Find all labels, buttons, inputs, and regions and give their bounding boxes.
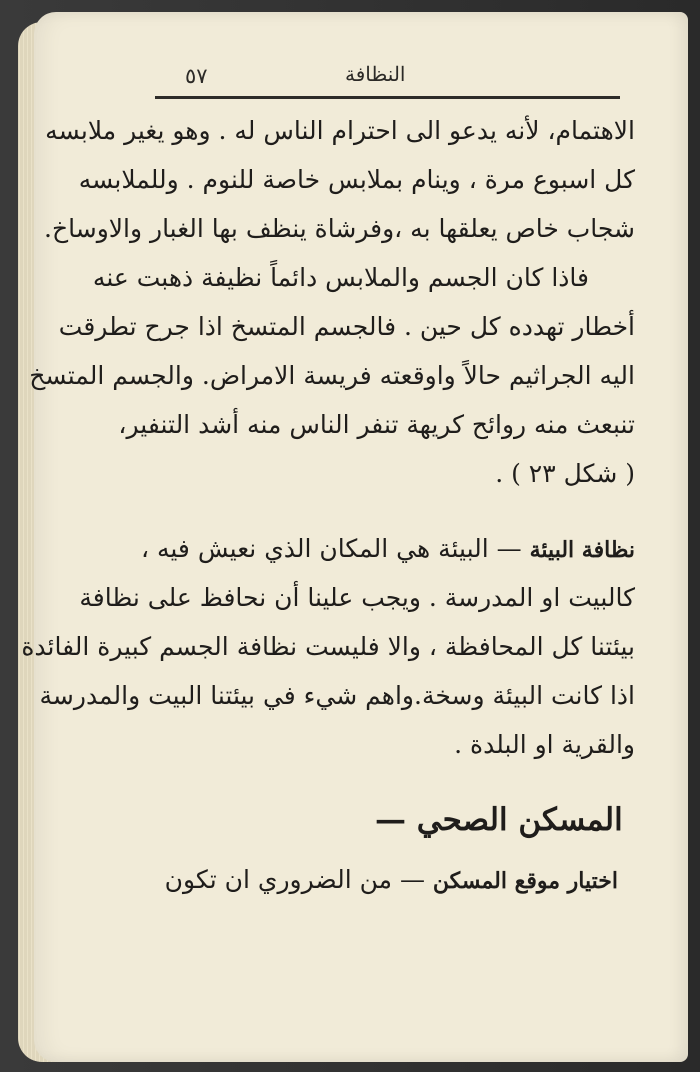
paragraph1-line-2: كل اسبوع مرة ، وينام بملابس خاصة للنوم . وللملابسه: [78, 165, 635, 194]
paragraph2-line-1: فاذا كان الجسم والملابس دائماً نظيفة ذهبت عنه: [92, 263, 589, 292]
paragraph2-line-3: اليه الجراثيم حالاً واوقعته فريسة الامراض. والجسم المتسخ: [29, 361, 635, 390]
paragraph2-line-2: أخطار تهدده كل حين . فالجسم المتسخ اذا جرح تطرقت: [58, 312, 635, 341]
subheading-environment: نظافة البيئة: [529, 537, 635, 563]
paragraph4-text: — من الضروري ان تكون: [164, 865, 425, 894]
page-number: ٥٧: [185, 64, 208, 88]
subheading-house-location: اختيار موقع المسكن: [432, 868, 618, 894]
paragraph3-line-5: والقرية او البلدة .: [454, 730, 635, 759]
paragraph3-line-4: اذا كانت البيئة وسخة.واهم شيء في بيئتنا البيت والمدرسة: [39, 681, 635, 710]
page-header: [155, 60, 620, 100]
paragraph3-line-1: [85, 524, 635, 573]
paragraph1-line-3: شجاب خاص يعلقها به ،وفرشاة ينظف بها الغبار والاوساخ.: [44, 214, 635, 243]
body-text: [21, 106, 635, 769]
paragraph2-line-5: ( شكل ٢٣ ) .: [495, 459, 635, 488]
paragraph2-line-4: تنبعث منه روائح كريهة تنفر الناس منه أشد التنفير،: [118, 410, 635, 439]
running-title: النظافة: [345, 62, 406, 86]
section-title: المسكن الصحي —: [375, 802, 623, 838]
paragraph1-line-1: الاهتمام، لأنه يدعو الى احترام الناس له . وهو يغير ملابسه: [45, 116, 635, 145]
header-rule: [155, 96, 620, 99]
paragraph3-line-2: كالبيت او المدرسة . ويجب علينا أن نحافظ على نظافة: [79, 583, 635, 612]
dash: —: [496, 534, 522, 563]
paragraph-gap: [85, 498, 635, 524]
paragraph3-line-1-text: البيئة هي المكان الذي نعيش فيه ،: [140, 534, 489, 563]
paragraph4-line-1: [148, 865, 618, 894]
paragraph3-line-3: بيئتنا كل المحافظة ، والا فليست نظافة الجسم كبيرة الفائدة: [21, 632, 635, 661]
